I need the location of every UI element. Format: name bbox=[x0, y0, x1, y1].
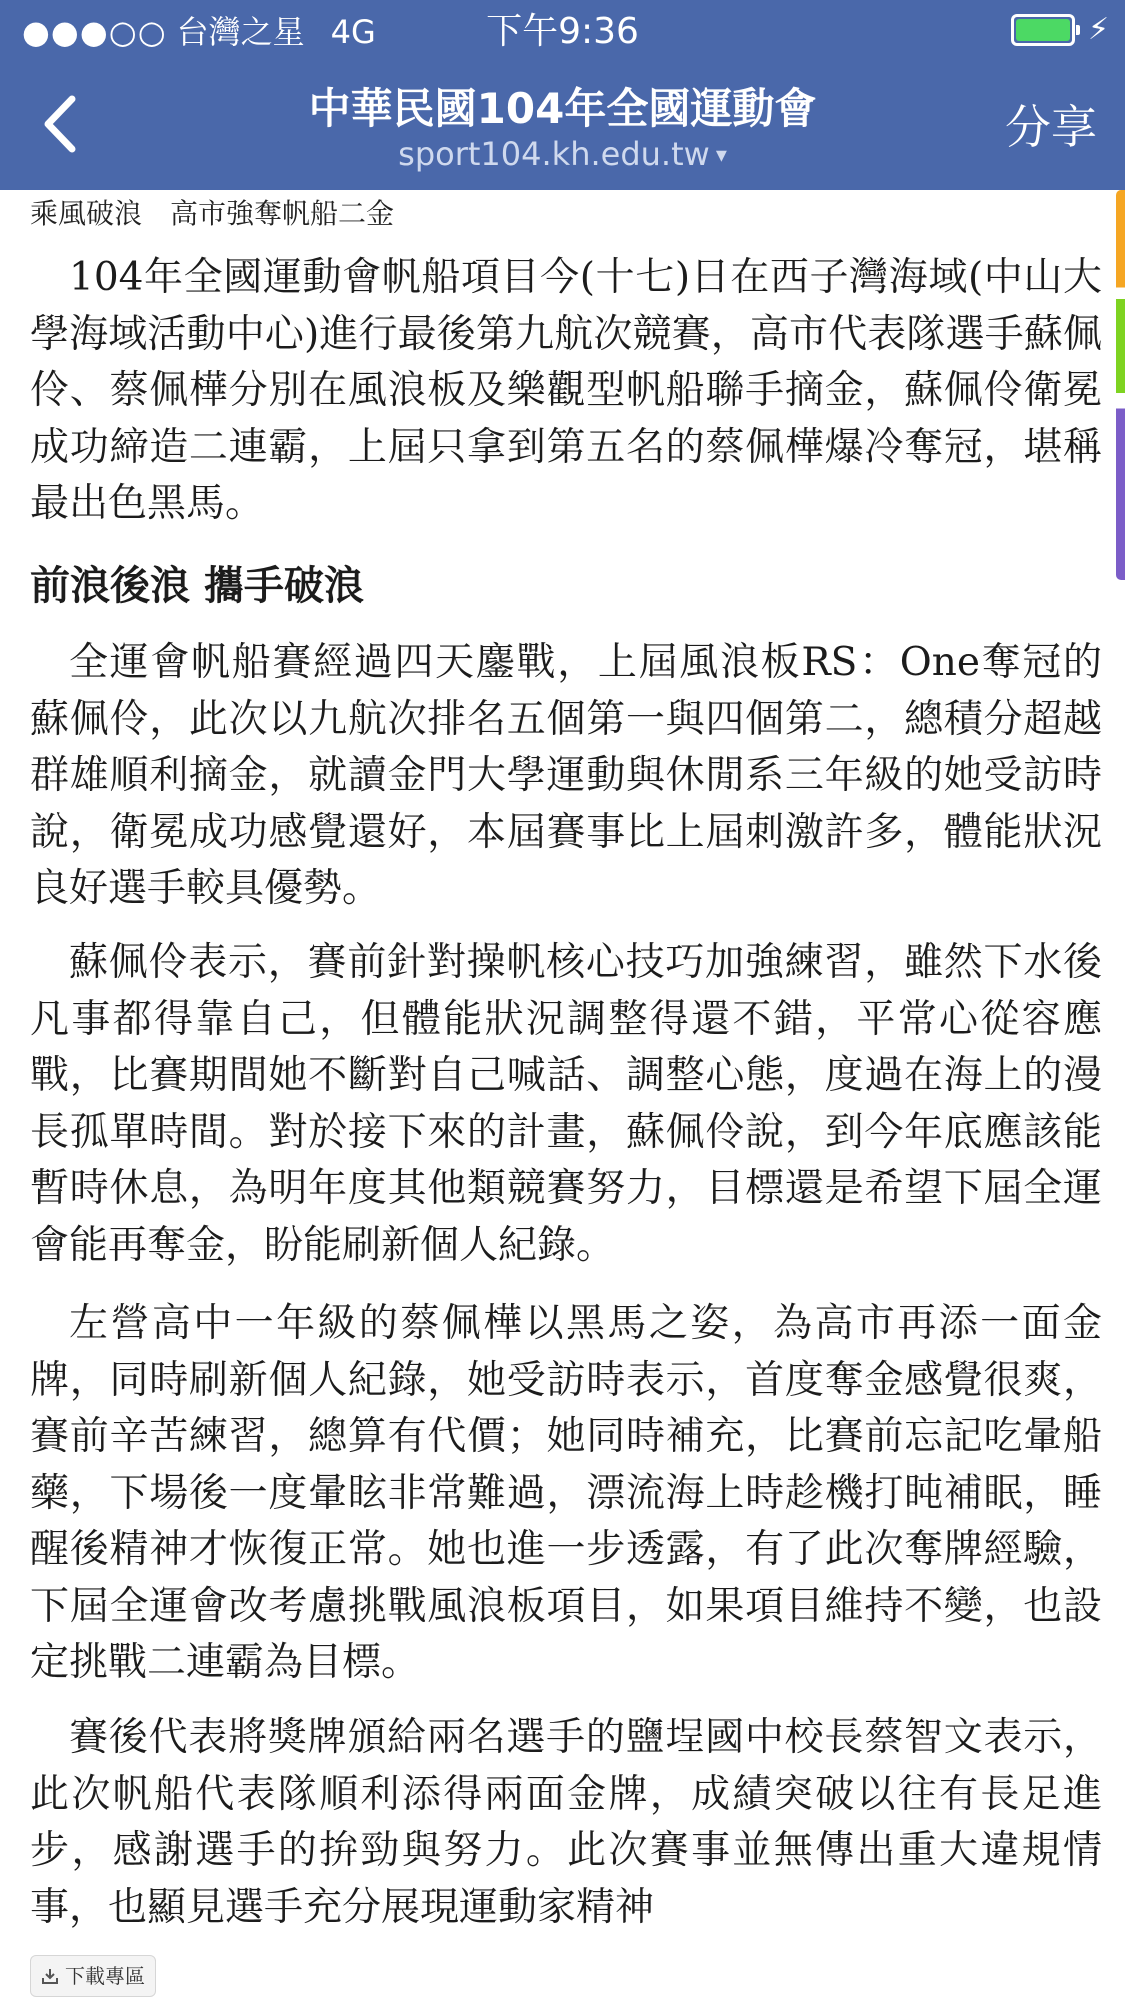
download-label: 下載專區 bbox=[65, 1964, 145, 1988]
article-paragraph: 賽後代表將獎牌頒給兩名選手的鹽埕國中校長蔡智文表示，此次帆船代表隊順利添得兩面金牌，成績突破以往有長足進步，感謝選手的拚勁與努力。此次賽事並無傳出重大違規情事，也顯見選手充分展現運動家精神 bbox=[30, 1715, 1102, 1930]
signal-strength-icon: ●●●○○ bbox=[22, 13, 167, 51]
page-title: 中華民國104年全國運動會 bbox=[308, 84, 817, 133]
url-text: sport104.kh.edu.tw bbox=[398, 135, 710, 173]
article bbox=[0, 190, 1125, 2001]
battery-icon bbox=[1011, 14, 1075, 46]
download-icon bbox=[41, 1967, 59, 1985]
article-subtitle: 乘風破浪 高市強奪帆船二金 bbox=[30, 197, 395, 230]
network-type: 4G bbox=[330, 13, 376, 51]
top-bar bbox=[0, 0, 1125, 190]
status-time: 下午9:36 bbox=[486, 11, 639, 52]
chevron-down-icon: ▾ bbox=[715, 143, 727, 168]
article-paragraph: 蘇佩伶表示，賽前針對操帆核心技巧加強練習，雖然下水後凡事都得靠自己，但體能狀況調整得還不錯，平常心從容應戰，比賽期間她不斷對自己喊話、調整心態，度過在海上的漫長孤單時間。對於接下來的計畫，蘇佩伶說，到今年底應該能暫時休息，為明年度其他類競賽努力，目標還是希望下屆全運會能再奪金，盼能刷新個人紀錄。 bbox=[30, 940, 1102, 1268]
url-field[interactable] bbox=[0, 134, 1125, 176]
article-paragraph: 左營高中一年級的蔡佩樺以黑馬之姿，為高市再添一面金牌，同時刷新個人紀錄，她受訪時表示，首度奪金感覺很爽，賽前辛苦練習，總算有代價；她同時補充，比賽前忘記吃暈船藥，下場後一度暈眩非常難過，漂流海上時趁機打盹補眠，睡醒後精神才恢復正常。她也進一步透露，有了此次奪牌經驗，下屆全運會改考慮挑戰風浪板項目，如果項目維持不變，也設定挑戰二連霸為目標。 bbox=[30, 1301, 1102, 1685]
download-button[interactable] bbox=[30, 1955, 156, 1997]
carrier-name: 台灣之星 bbox=[176, 13, 305, 51]
charging-icon: ⚡ bbox=[1088, 12, 1110, 47]
section-heading: 前浪後浪 攜手破浪 bbox=[30, 563, 364, 609]
article-paragraph: 全運會帆船賽經過四天鏖戰，上屆風浪板RS：One奪冠的蘇佩伶，此次以九航次排名五個第一與四個第二，總積分超越群雄順利摘金，就讀金門大學運動與休閒系三年級的她受訪時說，衛冕成功感覺還好，本屆賽事比上屆刺激許多，體能狀況良好選手較具優勢。 bbox=[30, 640, 1102, 911]
article-paragraph: 104年全國運動會帆船項目今(十七)日在西子灣海域(中山大學海域活動中心)進行最後第九航次競賽，高市代表隊選手蘇佩伶、蔡佩樺分別在風浪板及樂觀型帆船聯手摘金，蘇佩伶衛冕成功締造二連霸，上屆只拿到第五名的蔡佩樺爆冷奪冠，堪稱最出色黑馬。 bbox=[30, 255, 1102, 526]
share-button[interactable]: 分享 bbox=[1005, 100, 1097, 154]
